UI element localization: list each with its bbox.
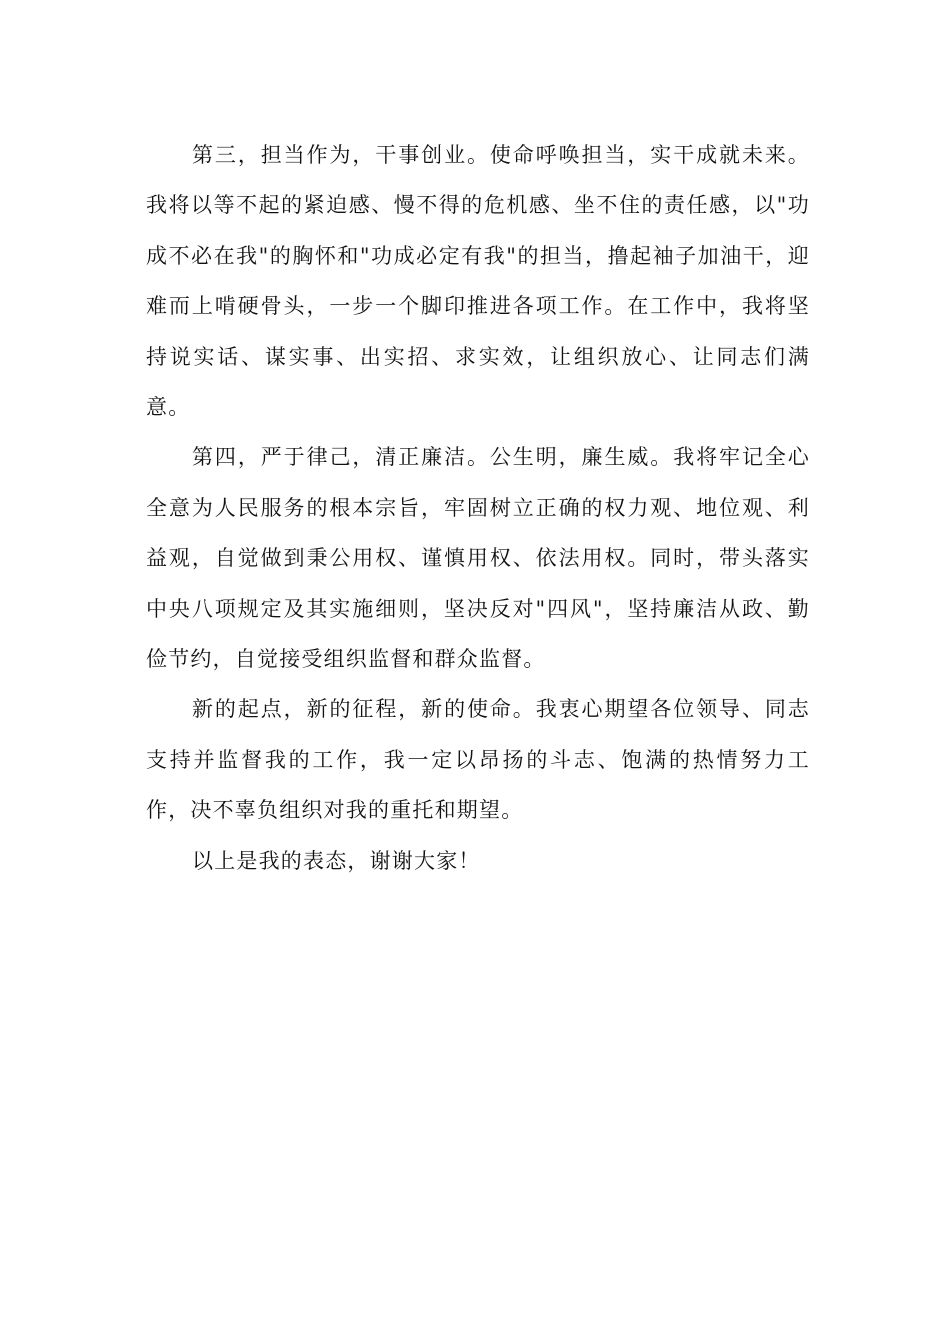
paragraph-new-journey: 新的起点，新的征程，新的使命。我衷心期望各位领导、同志支持并监督我的工作，我一定以昂扬的斗志、饱满的热情努力工作，决不辜负组织对我的重托和期望。 — [146, 697, 810, 823]
paragraph-integrity: 第四，严于律己，清正廉洁。公生明，廉生威。我将牢记全心全意为人民服务的根本宗旨，牢固树立正确的权力观、地位观、利益观，自觉做到秉公用权、谨慎用权、依法用权。同时，带头落实中央八项规定及其实施细则，坚决反对"四风"，坚持廉洁从政、勤俭节约，自觉接受组织监督和群众监督。 — [146, 445, 810, 672]
document-body — [146, 130, 810, 886]
paragraph-closing: 以上是我的表态，谢谢大家！ — [192, 848, 481, 873]
paragraph-responsibility: 第三，担当作为，干事创业。使命呼唤担当，实干成就未来。我将以等不起的紧迫感、慢不得的危机感、坐不住的责任感，以"功成不必在我"的胸怀和"功成必定有我"的担当，撸起袖子加油干，迎难而上啃硬骨头，一步一个脚印推进各项工作。在工作中，我将坚持说实话、谋实事、出实招、求实效，让组织放心、让同志们满意。 — [146, 143, 810, 420]
